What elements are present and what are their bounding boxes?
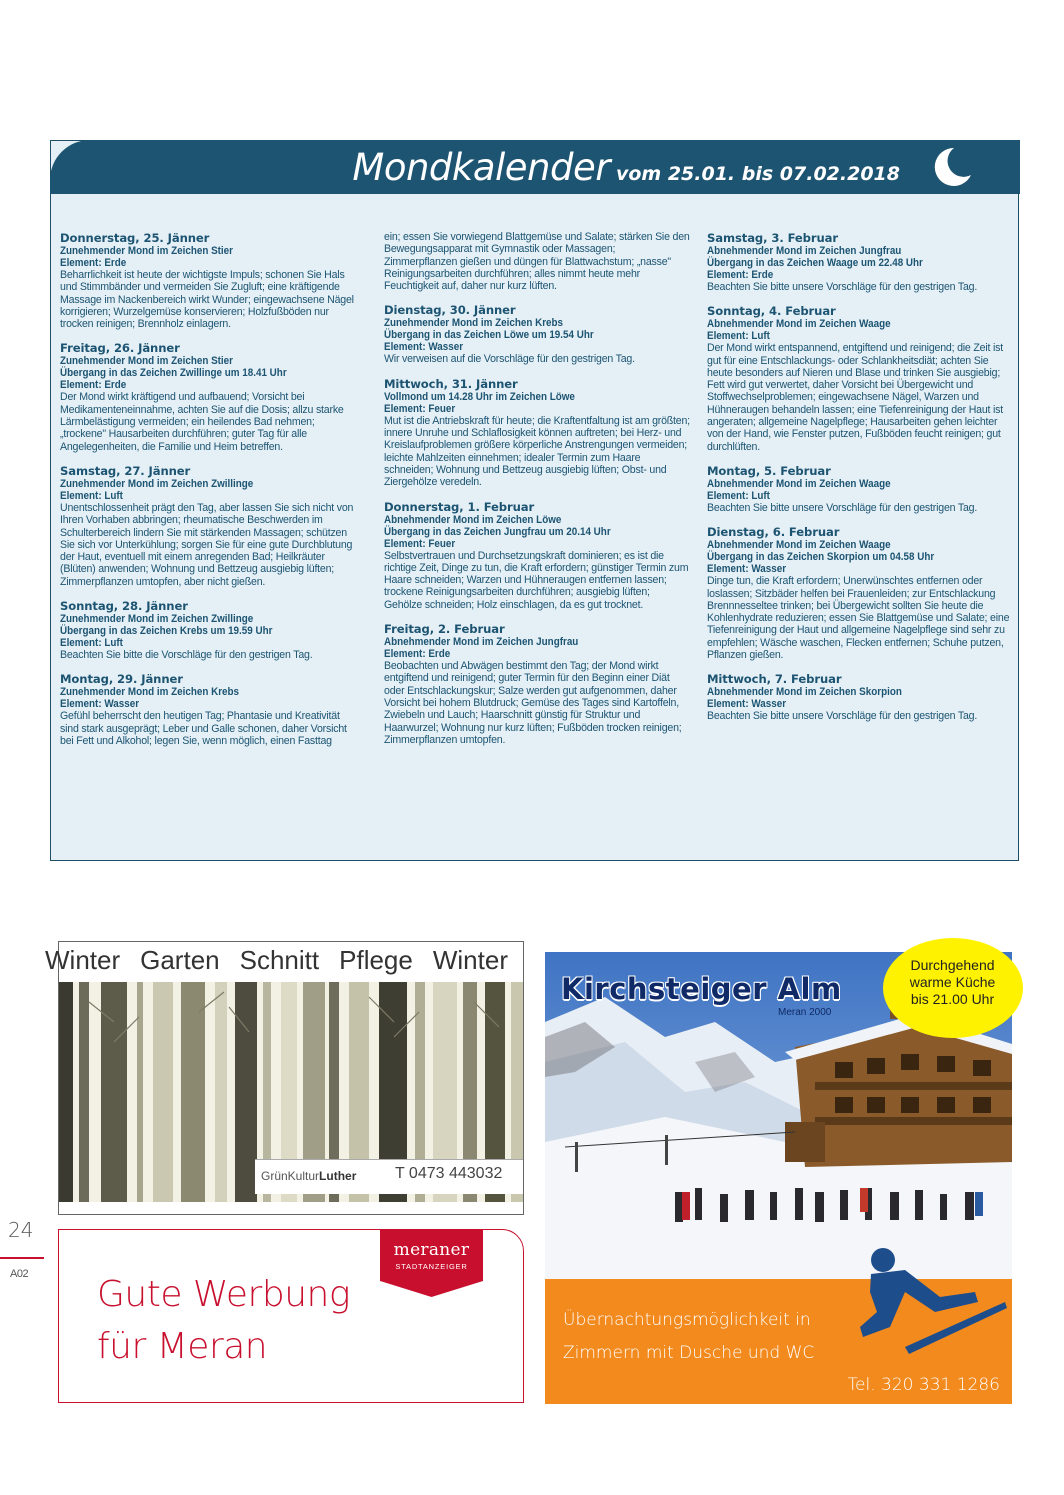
- entry-detail: Übergang in das Zeichen Waage um 22.48 Uhr: [707, 257, 923, 269]
- calendar-entry: [384, 500, 690, 611]
- entry-text: Unentschlossenheit prägt den Tag, aber lassen Sie sich nicht von Ihren Vorhaben abbringen; rheumatische Beschwerden im Schulterbereich lindern Sie mit stärkenden Massagen; schützen Sie sich vor Unterkühlung; sorgen Sie für eine gute Durchblutung der Haut, eventuell mit einem anregenden Bad; Heilkräuter (Blüten) anwenden; Wohnung und Bettzeug ausgiebig lüften; Zimmerpflanzen umtopfen, aber nicht gießen.: [60, 501, 354, 588]
- entry-text: Beharrlichkeit ist heute der wichtigste Impuls; schonen Sie Hals und Stimmbänder und vermeiden Sie Zugluft; eine kräftigende Massage im Nackenbereich wirkt Wunder; eingewachsene Nägel korrigieren; Wurzelgemüse konservieren; Holzfußböden nur trocken reinigen; Brennholz einlagern.: [60, 269, 354, 331]
- entry-text: Dinge tun, die Kraft erfordern; Unerwünschtes entfernen oder loslassen; Sitzbäder helfen bei Frauenleiden; zur Entschlackung Brennnesseltee trinken; bei Übergewicht sollten Sie heute die Kohlenhydrate reduzieren; essen Sie Blattgemüse und Salate; eine Tiefenreinigung der Haut und allgemeine Nagelpflege sind sehr zu empfehlen; Wäsche waschen, Flecken entfernen; Schuhe putzen, Pflanzen gießen.: [707, 575, 1010, 662]
- calendar-column-2: [384, 231, 690, 757]
- banner-word: Pflege: [339, 945, 413, 975]
- entry-text: ein; essen Sie vorwiegend Blattgemüse und Salate; stärken Sie den Bewegungsapparat mit Gymnastik oder Massagen; Zimmerpflanzen gießen und düngen für Blattwachstum; „nasse" Reinigungsarbeiten durchführen; alles nimmt heute mehr Feuchtigkeit auf, daher nur kurz lüften.: [384, 231, 690, 293]
- calendar-entry: [384, 622, 690, 746]
- banner-word: Garten: [140, 945, 220, 975]
- kirchsteiger-alm-ad[interactable]: [545, 952, 1012, 1404]
- brand-light: GrünKultur: [261, 1169, 320, 1183]
- meraner-slogan-line2: für Meran: [97, 1326, 268, 1367]
- banner-word: Schnitt: [239, 945, 320, 975]
- meraner-stadtanzeiger-ad[interactable]: [58, 1229, 524, 1403]
- bubble-line: bis 21.00 Uhr: [910, 991, 995, 1007]
- kirchsteiger-title: Kirchsteiger Alm: [561, 972, 842, 1006]
- entry-detail: Übergang in das Zeichen Zwillinge um 18.41 Uhr: [60, 367, 287, 380]
- calendar-entry: [384, 377, 690, 489]
- meraner-logo-word: meraner: [393, 1240, 470, 1260]
- entry-day: Samstag, 3. Februar: [707, 231, 838, 245]
- entry-detail: Zunehmender Mond im Zeichen Stier: [60, 355, 233, 368]
- entry-detail: Zunehmender Mond im Zeichen Krebs: [60, 686, 240, 699]
- entry-detail: Übergang in das Zeichen Löwe um 19.54 Uhr: [384, 329, 594, 342]
- entry-detail: Element: Wasser: [707, 563, 787, 576]
- bubble-line: warme Küche: [909, 974, 996, 990]
- calendar-entry: [707, 464, 1013, 514]
- offer-line2: Zimmern mit Dusche und WC: [563, 1343, 815, 1363]
- calendar-entry: [707, 525, 1013, 661]
- entry-detail: Element: Luft: [707, 330, 770, 343]
- kirchsteiger-phone[interactable]: Tel. 320 331 1286: [847, 1375, 1000, 1395]
- crescent-moon-icon: [930, 145, 974, 189]
- entry-detail: Zunehmender Mond im Zeichen Stier: [60, 245, 233, 257]
- entry-detail: Vollmond um 14.28 Uhr im Zeichen Löwe: [384, 390, 575, 403]
- banner-word: Winter: [45, 945, 121, 975]
- entry-day: Donnerstag, 25. Jänner: [60, 231, 210, 245]
- entry-detail: Element: Erde: [60, 379, 127, 392]
- page-code: A02: [10, 1268, 29, 1280]
- calendar-title-range: vom 25.01. bis 07.02.2018: [615, 163, 900, 185]
- entry-detail: Abnehmender Mond im Zeichen Löwe: [384, 513, 562, 526]
- offer-line1: Übernachtungsmöglichkeit in: [563, 1310, 811, 1330]
- calendar-entry: [60, 231, 360, 330]
- kirchsteiger-subtitle: Meran 2000: [778, 1007, 832, 1018]
- entry-detail: Zunehmender Mond im Zeichen Krebs: [384, 317, 564, 330]
- banner-word: Winter: [432, 945, 508, 975]
- entry-detail: Element: Wasser: [60, 698, 140, 711]
- entry-day: Mittwoch, 31. Jänner: [384, 376, 518, 391]
- entry-detail: Übergang in das Zeichen Krebs um 19.59 Uhr: [60, 625, 273, 638]
- entry-day: Montag, 5. Februar: [707, 463, 831, 478]
- entry-detail: Abnehmender Mond im Zeichen Jungfrau: [384, 636, 579, 649]
- luther-phone: T 0473 443032: [395, 1165, 503, 1182]
- calendar-entry: [707, 304, 1013, 453]
- entry-text: Mut ist die Antriebskraft für heute; die Kraftentfaltung ist am größten; innere Unruhe und Schlaflosigkeit können auftreten; bei Herz- und Kreislaufproblemen größere körperliche Anstrengungen vermeiden; leichte Mahlzeiten einnehmen; idealer Termin zum Haare schneiden; Wohnung und Bettzeug ausgiebig lüften; Obst- und Ziergehölze veredeln.: [384, 414, 690, 489]
- calendar-entry: [384, 303, 690, 365]
- calendar-column-3: [707, 231, 1013, 734]
- entry-detail: Element: Feuer: [384, 402, 456, 415]
- meraner-slogan-line1: Gute Werbung: [97, 1274, 350, 1315]
- entry-day: Montag, 29. Jänner: [60, 672, 183, 687]
- entry-detail: Element: Erde: [60, 257, 127, 269]
- calendar-entry: [707, 231, 1013, 293]
- entry-detail: Abnehmender Mond im Zeichen Waage: [707, 477, 891, 490]
- calendar-entry: [384, 231, 690, 292]
- moon-calendar: [50, 140, 1019, 861]
- calendar-column-1: [60, 231, 360, 758]
- entry-day: Freitag, 2. Februar: [384, 622, 505, 637]
- entry-detail: Element: Luft: [60, 637, 123, 650]
- brand-bold: Luther: [319, 1169, 357, 1183]
- meraner-logo-sub: STADTANZEIGER: [395, 1262, 468, 1271]
- entry-text: Beachten Sie bitte unsere Vorschläge für den gestrigen Tag.: [707, 710, 978, 723]
- entry-detail: Element: Erde: [384, 648, 451, 661]
- entry-text: Wir verweisen auf die Vorschläge für den gestrigen Tag.: [384, 353, 635, 366]
- calendar-title-main: Mondkalender: [352, 146, 610, 189]
- entry-day: Dienstag, 6. Februar: [707, 525, 840, 540]
- gruenkultur-luther-ad[interactable]: [45, 941, 524, 1215]
- entry-text: Selbstvertrauen und Durchsetzungskraft dominieren; es ist die richtige Zeit, Dinge zu tun, die Kraft erfordern; günstiger Termin zum Haare schneiden; Warzen und Hühneraugen entfernen lassen; trockene Reinigungsarbeiten durchführen; ausgiebig lüften; Gehölze schneiden; Holz einschlagen, da es gut trocknet.: [384, 549, 689, 611]
- calendar-entry: [60, 599, 360, 661]
- entry-day: Mittwoch, 7. Februar: [707, 672, 842, 687]
- entry-detail: Element: Wasser: [384, 341, 464, 354]
- entry-detail: Abnehmender Mond im Zeichen Waage: [707, 318, 891, 331]
- entry-detail: Element: Feuer: [384, 537, 456, 550]
- entry-day: Freitag, 26. Jänner: [60, 341, 180, 356]
- entry-day: Donnerstag, 1. Februar: [384, 499, 535, 514]
- entry-detail: Übergang in das Zeichen Jungfrau um 20.14 Uhr: [384, 525, 611, 538]
- entry-detail: Element: Luft: [60, 489, 123, 502]
- entry-detail: Zunehmender Mond im Zeichen Zwillinge: [60, 613, 254, 626]
- page-number: 24: [8, 1218, 34, 1242]
- entry-day: Sonntag, 4. Februar: [707, 304, 836, 319]
- entry-day: Dienstag, 30. Jänner: [384, 303, 516, 318]
- calendar-header: [50, 140, 1020, 194]
- calendar-title: [352, 146, 900, 189]
- entry-detail: Abnehmender Mond im Zeichen Waage: [707, 539, 891, 552]
- entry-day: Samstag, 27. Jänner: [60, 463, 191, 478]
- entry-day: Sonntag, 28. Jänner: [60, 599, 188, 614]
- entry-detail: Abnehmender Mond im Zeichen Jungfrau: [707, 245, 902, 257]
- calendar-entry: [60, 464, 360, 588]
- entry-text: Beobachten und Abwägen bestimmt den Tag; der Mond wirkt entgiftend und reinigend; guter Termin für den Beginn einer Diät oder Entschlackungskur; Salze werden gut aufgenommen, daher Vorsicht bei hohem Blutdruck; Gemüse des Tages sind Kartoffeln, Zwiebeln und Lauch; Haarschnitt günstig für Struktur und Haarwurzel; Wohnung nur kurz lüften; Fußböden trocken reinigen; Zimmerpflanzen umtopfen.: [384, 660, 682, 746]
- entry-text: Beachten Sie bitte unsere Vorschläge für den gestrigen Tag.: [707, 501, 978, 514]
- entry-text: Beachten Sie bitte die Vorschläge für den gestrigen Tag.: [60, 649, 313, 662]
- entry-text: Der Mond wirkt kräftigend und aufbauend; Vorsicht bei Medikamenteneinnahme, achten Sie auf die Dosis; allzu starke Lärmbelästigung vermeiden; ein heilendes Bad nehmen; „trockene" Hausarbeiten durchführen; guter Tag für alle Angelegenheiten, die Familie und Heim betreffen.: [60, 391, 344, 453]
- entry-text: Beachten Sie bitte unsere Vorschläge für den gestrigen Tag.: [707, 281, 978, 293]
- entry-detail: Element: Luft: [707, 489, 770, 502]
- calendar-entry: [60, 341, 360, 452]
- luther-banner: [45, 944, 523, 980]
- calendar-entry: [707, 672, 1013, 722]
- entry-detail: Element: Wasser: [707, 698, 787, 711]
- luther-contact-bar: [255, 1159, 523, 1194]
- entry-detail: Übergang in das Zeichen Skorpion um 04.58 Uhr: [707, 551, 935, 564]
- luther-brand: [261, 1169, 356, 1183]
- entry-detail: Abnehmender Mond im Zeichen Skorpion: [707, 686, 902, 699]
- page-number-rule: [0, 1257, 44, 1259]
- bubble-line: Durchgehend: [910, 957, 995, 973]
- entry-detail: Element: Erde: [707, 269, 774, 281]
- entry-text: Gefühl beherrscht den heutigen Tag; Phantasie und Kreativität sind stark ausgeprägt; Leber und Galle schonen, daher Vorsicht bei Fett und Alkohol; legen Sie, wenn möglich, einen Fasttag: [60, 710, 347, 747]
- entry-detail: Zunehmender Mond im Zeichen Zwillinge: [60, 477, 254, 490]
- calendar-entry: [60, 672, 360, 747]
- entry-text: Der Mond wirkt entspannend, entgiftend und reinigend; die Zeit ist gut für eine Entschlackungs- oder Schlankheitsdiät; achten Sie heute besonders auf Nieren und Blase und trinken Sie ausgiebig; Fett wird gut verwertet, daher Vorsicht bei Übergewicht und Stoffwechselproblemen; eingewachsene Nägel, Warzen und Hühneraugen behandeln lassen; eine Tiefenreinigung der Haut ist angeraten; allgemeine Nagelpflege; Hausarbeiten gehen leichter von der Hand, wie Fenster putzen, Fußböden feucht reinigen; gut durchlüften.: [707, 342, 1004, 453]
